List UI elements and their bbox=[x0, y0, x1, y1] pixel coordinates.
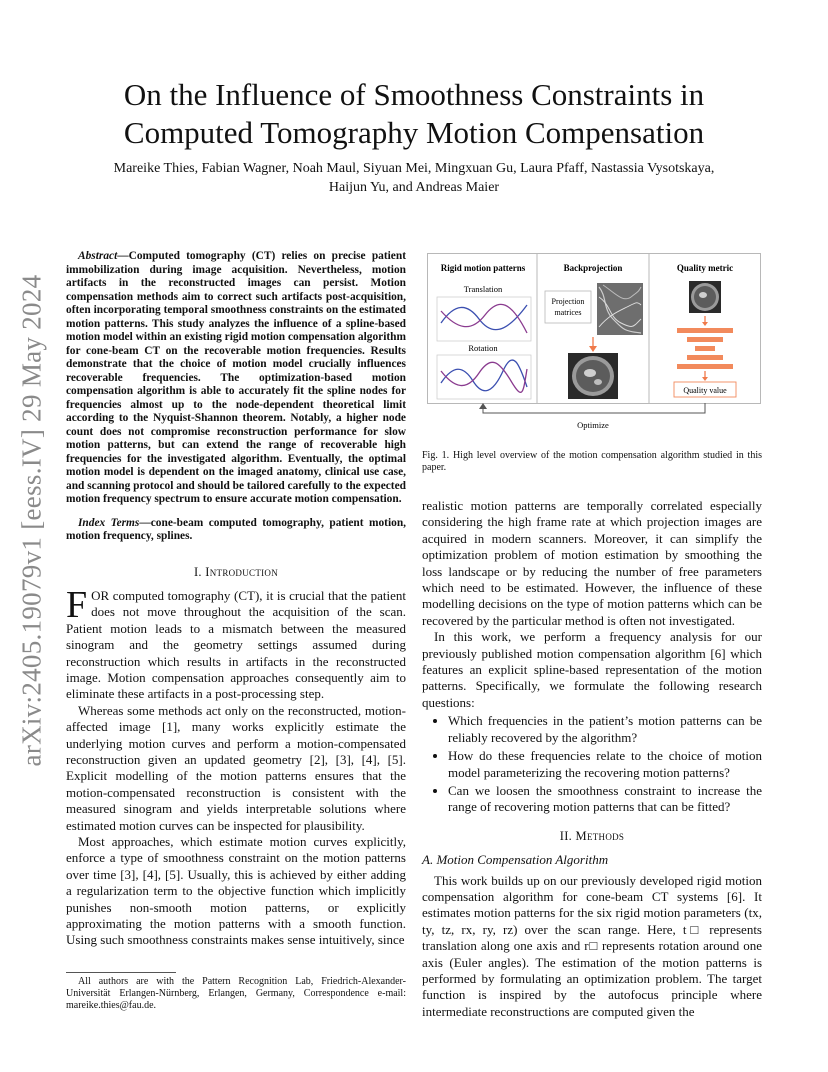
projection-matrices-box bbox=[545, 291, 591, 323]
section-heading-methods: II. Methods bbox=[559, 828, 625, 843]
abstract bbox=[66, 250, 406, 507]
quality-network-layers bbox=[677, 328, 733, 369]
right-column bbox=[422, 498, 762, 1020]
quality-arrowhead-1 bbox=[702, 322, 708, 326]
intro-paragraph-2: Whereas some methods act only on the reconstructed, motion-affected image [1], many works explicitly estimate the underlying motion curves and perform a motion-compensated reconstruction given an updated geometry [2], [3], [4], [5]. Explicit modelling of the motion patterns ensures that the motion-compensated reconstruction is consistent with the measured sinogram and yields interpretable solutions where estimated motion curves can be inspected for plausibility. bbox=[66, 702, 406, 833]
translation-curve-blue bbox=[441, 305, 527, 330]
left-column bbox=[66, 250, 406, 949]
backprojection-arrowhead bbox=[589, 346, 597, 352]
abstract-text: —Computed tomography (CT) relies on precise patient immobilization during image acquisition. Nevertheless, motion artifacts in the reconstructed images can persist. Motion compensation methods aim to correct such artifacts post-acquisition, often incorporating temporal smoothness constraints on the estimated motion patterns. This study analyzes the influence of a spline-based motion model within an existing rigid motion compensation algorithm for cone-beam CT on the recoverable motion frequencies. Results demonstrate that the choice of motion model crucially influences recoverable frequencies. The optimization-based motion compensation algorithm is able to accurately fit the spline nodes for frequencies almost up to the node-dependent theoretical limit according to the Nyquist-Shannon theorem. Notably, a higher node count does not compromise reconstruction performance for slow motion patterns, but can extend the range of recoverable high frequencies for the investigated algorithm. Eventually, the optimal motion model is dependent on the imaged anatomy, clinical use case, and scanning protocol and should be tailored carefully to the expected motion frequency spectrum to ensure accurate motion compensation. bbox=[66, 250, 406, 505]
subsection-heading-a: A. Motion Compensation Algorithm bbox=[422, 852, 609, 868]
arxiv-identifier bbox=[14, 270, 50, 770]
author-list bbox=[70, 159, 758, 197]
authors-line-1: Mareike Thies, Fabian Wagner, Noah Maul, Siyuan Mei, Mingxuan Gu, Laura Pfaff, Nastassia Vysotskaya, bbox=[113, 161, 715, 176]
index-terms-text: —cone-beam computed tomography, patient motion, motion frequency, splines. bbox=[66, 516, 406, 542]
figure-1-overview-diagram bbox=[427, 253, 761, 435]
col-header-backprojection: Backprojection bbox=[563, 263, 623, 273]
quality-head-image bbox=[689, 281, 721, 313]
title-line-2: Computed Tomography Motion Compensation bbox=[123, 115, 705, 150]
paper-title bbox=[60, 76, 768, 152]
optimize-label: Optimize bbox=[577, 420, 609, 430]
research-question-3: • Can we loosen the smoothness constraint to increase the range of recovering motion patterns that can be fitted? bbox=[448, 783, 762, 816]
right-paragraph-1: realistic motion patterns are temporally correlated especially considering the high frame rate at which projection images are acquired in modern scanners. Moreover, it can simplify the optimization problem of motion estimation by smoothing the loss landscape or by reducing the number of free parameters which need to be estimated. However, the influence of these modelling decisions on the type of motion patterns which can be recovered by the particular method is often not investigated. bbox=[422, 498, 762, 628]
methods-paragraph-1: This work builds up on our previously developed rigid motion compensation algorithm for cone-beam CT systems [6]. It estimates motion patterns for the six rigid motion parameters (tx, ty, tz, rx, ry, rz) over the scan range. Here, t□ represents translation along one axis and r□ represents rotation around one axis (Euler angles). The estimation of the motion patterns is performed by formulating an optimization problem. The target function is inspired by the autofocus principle where intermediate reconstructions are computed given the bbox=[422, 872, 762, 1019]
index-terms-label: Index Terms bbox=[78, 516, 140, 529]
optimize-loop-line bbox=[483, 403, 705, 413]
section-heading-introduction: I. Introduction bbox=[193, 564, 279, 579]
intro-paragraph-1-text: OR computed tomography (CT), it is crucial that the patient does not move throughout the acquisition of the scan. Patient motion leads to a mismatch between the measured sinogram and the geometry settings assumed during reconstruction which results in artifacts in the reconstructed image. Motion compensation approaches consequently aim to eliminate these artifacts in a post-processing step. bbox=[66, 587, 406, 702]
projection-matrices-label-2: matrices bbox=[554, 308, 582, 317]
drop-cap: F bbox=[66, 583, 88, 626]
figure-1-caption: Fig. 1. High level overview of the motion compensation algorithm studied in this paper. bbox=[422, 450, 762, 474]
research-questions-list bbox=[422, 713, 762, 815]
arxiv-identifier-text: arXiv:2405.19079v1 [eess.IV] 29 May 2024 bbox=[16, 274, 47, 766]
title-line-1: On the Influence of Smoothness Constraints in bbox=[123, 77, 705, 112]
abstract-label: Abstract bbox=[78, 250, 118, 262]
col-header-quality-metric: Quality metric bbox=[676, 263, 734, 273]
quality-arrowhead-2 bbox=[702, 377, 708, 381]
translation-label: Translation bbox=[463, 284, 503, 294]
footnote: All authors are with the Pattern Recognition Lab, Friedrich-Alexander-Universität Erlangen-Nürnberg, Erlangen, Germany, Correspondence e-mail: mareike.thies@fau.de. bbox=[66, 976, 406, 1012]
rotation-plot-box bbox=[437, 355, 531, 399]
translation-plot-box bbox=[437, 297, 531, 341]
right-paragraph-2: In this work, we perform a frequency analysis for our previously published motion compensation algorithm [6] which features an explicit spline-based representation of the motion patterns. Specifically, we formulate the following research questions: bbox=[422, 629, 762, 710]
footnote-divider bbox=[66, 972, 176, 973]
projection-matrices-label-1: Projection bbox=[551, 297, 585, 306]
sinogram-image bbox=[597, 283, 643, 335]
intro-paragraph-1 bbox=[66, 583, 406, 703]
research-question-2: • How do these frequencies relate to the choice of motion model parameterizing the recovering motion patterns? bbox=[448, 748, 762, 781]
rotation-label: Rotation bbox=[468, 343, 498, 353]
intro-paragraph-3: Most approaches, which estimate motion curves explicitly, enforce a type of smoothness constraint on the motion patterns over time [3], [4], [5]. Usually, this is achieved by either adding a regularization term to the objective function which implicitly punishes non-smooth motion patterns, or explicitly approximating the motion patterns with a smooth function. Using such smoothness constraints makes sense intuitively, since bbox=[66, 834, 406, 948]
col-header-rigid-motion: Rigid motion patterns bbox=[440, 263, 526, 273]
reconstruction-head-image bbox=[568, 353, 618, 399]
rotation-curve-purple bbox=[441, 362, 527, 392]
index-terms bbox=[66, 517, 406, 544]
quality-value-label: Quality value bbox=[683, 386, 727, 395]
authors-line-2: Haijun Yu, and Andreas Maier bbox=[328, 180, 500, 195]
research-question-1: • Which frequencies in the patient’s motion patterns can be reliably recovered by the algorithm? bbox=[448, 713, 762, 746]
translation-curve-purple bbox=[441, 304, 527, 333]
